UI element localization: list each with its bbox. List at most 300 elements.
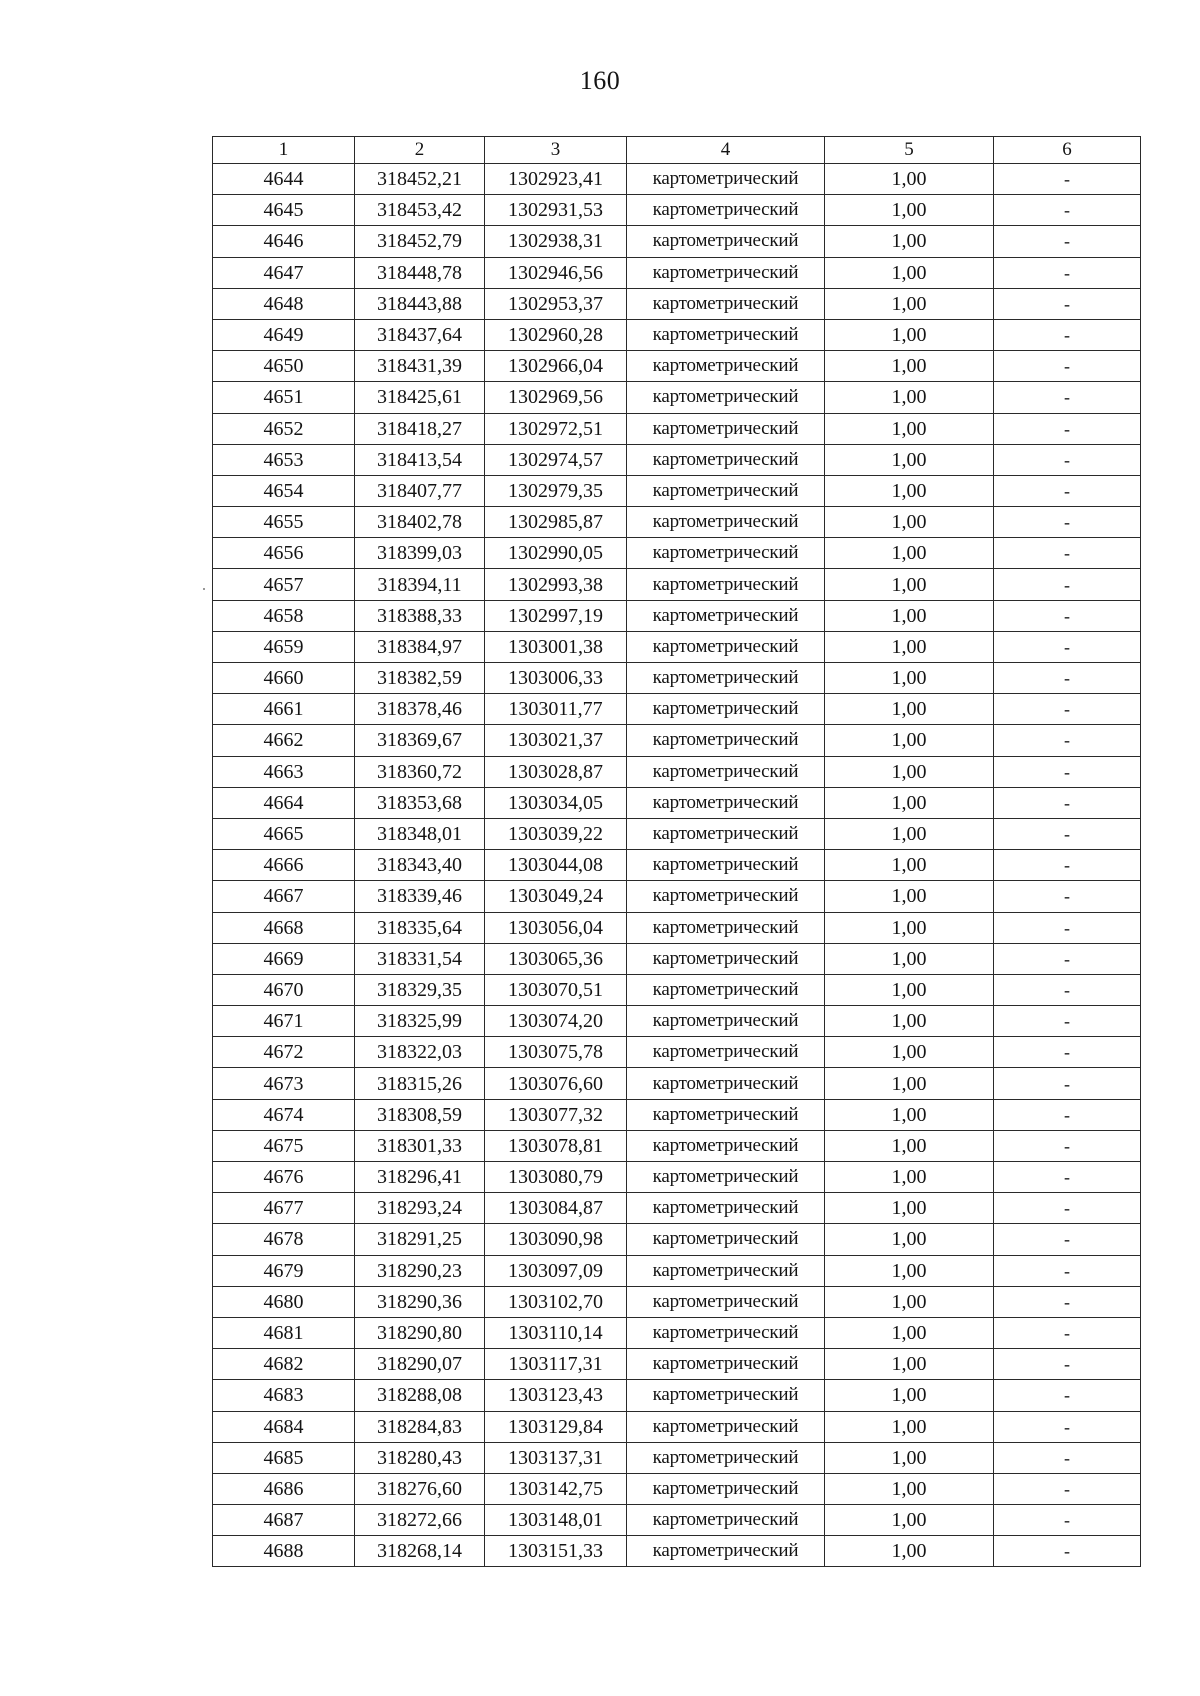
method-cell: картометрический <box>627 1411 825 1442</box>
note-cell: - <box>994 756 1141 787</box>
table-row <box>213 1193 1141 1224</box>
point-number-cell: 4687 <box>213 1505 355 1536</box>
note-cell: - <box>994 1380 1141 1411</box>
note-cell: - <box>994 319 1141 350</box>
table-row <box>213 1130 1141 1161</box>
accuracy-cell: 1,00 <box>825 569 994 600</box>
accuracy-cell: 1,00 <box>825 694 994 725</box>
point-number-cell: 4672 <box>213 1037 355 1068</box>
note-cell: - <box>994 195 1141 226</box>
header-col-1: 1 <box>213 137 355 164</box>
accuracy-cell: 1,00 <box>825 475 994 506</box>
note-cell: - <box>994 382 1141 413</box>
note-cell: - <box>994 1442 1141 1473</box>
coordinate-y-cell: 1303102,70 <box>485 1286 627 1317</box>
coordinate-x-cell: 318443,88 <box>355 288 485 319</box>
coordinate-x-cell: 318399,03 <box>355 538 485 569</box>
point-number-cell: 4647 <box>213 257 355 288</box>
point-number-cell: 4653 <box>213 444 355 475</box>
method-cell: картометрический <box>627 1162 825 1193</box>
method-cell: картометрический <box>627 1224 825 1255</box>
coordinate-y-cell: 1302993,38 <box>485 569 627 600</box>
scan-speck <box>203 588 205 590</box>
method-cell: картометрический <box>627 1099 825 1130</box>
point-number-cell: 4686 <box>213 1473 355 1504</box>
coordinate-y-cell: 1303001,38 <box>485 631 627 662</box>
coordinate-x-cell: 318329,35 <box>355 974 485 1005</box>
coordinate-x-cell: 318388,33 <box>355 600 485 631</box>
coordinate-y-cell: 1303044,08 <box>485 850 627 881</box>
header-col-5: 5 <box>825 137 994 164</box>
coordinate-y-cell: 1302960,28 <box>485 319 627 350</box>
table-row <box>213 1162 1141 1193</box>
coordinate-x-cell: 318425,61 <box>355 382 485 413</box>
coordinate-y-cell: 1302972,51 <box>485 413 627 444</box>
accuracy-cell: 1,00 <box>825 1411 994 1442</box>
point-number-cell: 4679 <box>213 1255 355 1286</box>
accuracy-cell: 1,00 <box>825 1317 994 1348</box>
accuracy-cell: 1,00 <box>825 1349 994 1380</box>
table-row <box>213 351 1141 382</box>
coordinate-x-cell: 318268,14 <box>355 1536 485 1567</box>
coordinate-y-cell: 1303090,98 <box>485 1224 627 1255</box>
point-number-cell: 4666 <box>213 850 355 881</box>
method-cell: картометрический <box>627 382 825 413</box>
coordinate-y-cell: 1303129,84 <box>485 1411 627 1442</box>
note-cell: - <box>994 226 1141 257</box>
note-cell: - <box>994 1505 1141 1536</box>
accuracy-cell: 1,00 <box>825 288 994 319</box>
table-row <box>213 600 1141 631</box>
method-cell: картометрический <box>627 351 825 382</box>
accuracy-cell: 1,00 <box>825 1006 994 1037</box>
table-row <box>213 1255 1141 1286</box>
accuracy-cell: 1,00 <box>825 1286 994 1317</box>
note-cell: - <box>994 1317 1141 1348</box>
coordinate-x-cell: 318301,33 <box>355 1130 485 1161</box>
method-cell: картометрический <box>627 226 825 257</box>
coordinate-x-cell: 318348,01 <box>355 818 485 849</box>
accuracy-cell: 1,00 <box>825 1473 994 1504</box>
table-row <box>213 818 1141 849</box>
note-cell: - <box>994 1130 1141 1161</box>
table-row <box>213 475 1141 506</box>
coordinate-y-cell: 1303056,04 <box>485 912 627 943</box>
note-cell: - <box>994 1193 1141 1224</box>
note-cell: - <box>994 1473 1141 1504</box>
accuracy-cell: 1,00 <box>825 413 994 444</box>
point-number-cell: 4649 <box>213 319 355 350</box>
coordinate-y-cell: 1302997,19 <box>485 600 627 631</box>
table-row <box>213 1349 1141 1380</box>
method-cell: картометрический <box>627 1473 825 1504</box>
coordinate-y-cell: 1303070,51 <box>485 974 627 1005</box>
method-cell: картометрический <box>627 756 825 787</box>
point-number-cell: 4656 <box>213 538 355 569</box>
point-number-cell: 4680 <box>213 1286 355 1317</box>
coordinate-x-cell: 318378,46 <box>355 694 485 725</box>
note-cell: - <box>994 507 1141 538</box>
method-cell: картометрический <box>627 538 825 569</box>
coordinate-x-cell: 318315,26 <box>355 1068 485 1099</box>
coordinate-x-cell: 318437,64 <box>355 319 485 350</box>
note-cell: - <box>994 1037 1141 1068</box>
coordinate-x-cell: 318290,80 <box>355 1317 485 1348</box>
table-row <box>213 1536 1141 1567</box>
coordinate-x-cell: 318291,25 <box>355 1224 485 1255</box>
point-number-cell: 4667 <box>213 881 355 912</box>
point-number-cell: 4658 <box>213 600 355 631</box>
coordinate-x-cell: 318407,77 <box>355 475 485 506</box>
method-cell: картометрический <box>627 1006 825 1037</box>
table-row <box>213 881 1141 912</box>
header-col-3: 3 <box>485 137 627 164</box>
coordinate-x-cell: 318293,24 <box>355 1193 485 1224</box>
coordinate-x-cell: 318335,64 <box>355 912 485 943</box>
accuracy-cell: 1,00 <box>825 1224 994 1255</box>
method-cell: картометрический <box>627 912 825 943</box>
accuracy-cell: 1,00 <box>825 974 994 1005</box>
table-row <box>213 1380 1141 1411</box>
note-cell: - <box>994 881 1141 912</box>
note-cell: - <box>994 725 1141 756</box>
method-cell: картометрический <box>627 413 825 444</box>
accuracy-cell: 1,00 <box>825 226 994 257</box>
note-cell: - <box>994 538 1141 569</box>
header-col-6: 6 <box>994 137 1141 164</box>
point-number-cell: 4681 <box>213 1317 355 1348</box>
note-cell: - <box>994 351 1141 382</box>
accuracy-cell: 1,00 <box>825 818 994 849</box>
note-cell: - <box>994 1349 1141 1380</box>
coordinate-y-cell: 1303123,43 <box>485 1380 627 1411</box>
coordinate-y-cell: 1302931,53 <box>485 195 627 226</box>
coordinates-table <box>212 136 1141 1567</box>
coordinate-x-cell: 318322,03 <box>355 1037 485 1068</box>
accuracy-cell: 1,00 <box>825 164 994 195</box>
point-number-cell: 4650 <box>213 351 355 382</box>
coordinate-y-cell: 1303077,32 <box>485 1099 627 1130</box>
table-row <box>213 507 1141 538</box>
point-number-cell: 4662 <box>213 725 355 756</box>
accuracy-cell: 1,00 <box>825 1380 994 1411</box>
table-row <box>213 569 1141 600</box>
method-cell: картометрический <box>627 1193 825 1224</box>
coordinate-y-cell: 1303011,77 <box>485 694 627 725</box>
table-row <box>213 756 1141 787</box>
point-number-cell: 4684 <box>213 1411 355 1442</box>
point-number-cell: 4657 <box>213 569 355 600</box>
point-number-cell: 4644 <box>213 164 355 195</box>
method-cell: картометрический <box>627 1442 825 1473</box>
accuracy-cell: 1,00 <box>825 507 994 538</box>
coordinate-x-cell: 318276,60 <box>355 1473 485 1504</box>
note-cell: - <box>994 1006 1141 1037</box>
note-cell: - <box>994 444 1141 475</box>
method-cell: картометрический <box>627 943 825 974</box>
accuracy-cell: 1,00 <box>825 850 994 881</box>
method-cell: картометрический <box>627 1286 825 1317</box>
coordinate-y-cell: 1303137,31 <box>485 1442 627 1473</box>
note-cell: - <box>994 1162 1141 1193</box>
table-row <box>213 382 1141 413</box>
coordinate-x-cell: 318369,67 <box>355 725 485 756</box>
method-cell: картометрический <box>627 1349 825 1380</box>
table-row <box>213 850 1141 881</box>
method-cell: картометрический <box>627 725 825 756</box>
method-cell: картометрический <box>627 818 825 849</box>
page-number: 160 <box>579 66 621 95</box>
table-row <box>213 694 1141 725</box>
table-row <box>213 787 1141 818</box>
coordinate-x-cell: 318288,08 <box>355 1380 485 1411</box>
point-number-cell: 4661 <box>213 694 355 725</box>
method-cell: картометрический <box>627 195 825 226</box>
method-cell: картометрический <box>627 787 825 818</box>
accuracy-cell: 1,00 <box>825 1536 994 1567</box>
accuracy-cell: 1,00 <box>825 382 994 413</box>
coordinate-y-cell: 1302985,87 <box>485 507 627 538</box>
note-cell: - <box>994 569 1141 600</box>
table-row <box>213 1006 1141 1037</box>
note-cell: - <box>994 943 1141 974</box>
note-cell: - <box>994 257 1141 288</box>
table-row <box>213 663 1141 694</box>
coordinate-x-cell: 318394,11 <box>355 569 485 600</box>
method-cell: картометрический <box>627 1130 825 1161</box>
point-number-cell: 4648 <box>213 288 355 319</box>
header-col-4: 4 <box>627 137 825 164</box>
coordinate-x-cell: 318290,23 <box>355 1255 485 1286</box>
coordinate-x-cell: 318431,39 <box>355 351 485 382</box>
table-row <box>213 1037 1141 1068</box>
accuracy-cell: 1,00 <box>825 943 994 974</box>
table-row <box>213 226 1141 257</box>
point-number-cell: 4668 <box>213 912 355 943</box>
coordinate-y-cell: 1302966,04 <box>485 351 627 382</box>
point-number-cell: 4675 <box>213 1130 355 1161</box>
point-number-cell: 4646 <box>213 226 355 257</box>
accuracy-cell: 1,00 <box>825 538 994 569</box>
table-body <box>213 164 1141 1567</box>
accuracy-cell: 1,00 <box>825 1255 994 1286</box>
coordinate-y-cell: 1303097,09 <box>485 1255 627 1286</box>
point-number-cell: 4677 <box>213 1193 355 1224</box>
point-number-cell: 4669 <box>213 943 355 974</box>
table-row <box>213 538 1141 569</box>
accuracy-cell: 1,00 <box>825 1130 994 1161</box>
coordinate-y-cell: 1303117,31 <box>485 1349 627 1380</box>
coordinate-x-cell: 318284,83 <box>355 1411 485 1442</box>
coordinate-y-cell: 1303074,20 <box>485 1006 627 1037</box>
table-row <box>213 413 1141 444</box>
coordinate-x-cell: 318360,72 <box>355 756 485 787</box>
coordinate-y-cell: 1303076,60 <box>485 1068 627 1099</box>
point-number-cell: 4660 <box>213 663 355 694</box>
note-cell: - <box>994 663 1141 694</box>
coordinate-y-cell: 1303065,36 <box>485 943 627 974</box>
point-number-cell: 4671 <box>213 1006 355 1037</box>
table-row <box>213 1099 1141 1130</box>
point-number-cell: 4654 <box>213 475 355 506</box>
note-cell: - <box>994 818 1141 849</box>
accuracy-cell: 1,00 <box>825 881 994 912</box>
note-cell: - <box>994 974 1141 1005</box>
coordinate-y-cell: 1303039,22 <box>485 818 627 849</box>
method-cell: картометрический <box>627 600 825 631</box>
coordinate-x-cell: 318353,68 <box>355 787 485 818</box>
method-cell: картометрический <box>627 1317 825 1348</box>
point-number-cell: 4659 <box>213 631 355 662</box>
coordinate-y-cell: 1303142,75 <box>485 1473 627 1504</box>
note-cell: - <box>994 631 1141 662</box>
coordinate-y-cell: 1303151,33 <box>485 1536 627 1567</box>
coordinate-y-cell: 1303028,87 <box>485 756 627 787</box>
coordinate-y-cell: 1303080,79 <box>485 1162 627 1193</box>
method-cell: картометрический <box>627 257 825 288</box>
accuracy-cell: 1,00 <box>825 351 994 382</box>
note-cell: - <box>994 1099 1141 1130</box>
coordinate-x-cell: 318296,41 <box>355 1162 485 1193</box>
accuracy-cell: 1,00 <box>825 631 994 662</box>
accuracy-cell: 1,00 <box>825 1037 994 1068</box>
coordinate-y-cell: 1302974,57 <box>485 444 627 475</box>
coordinate-y-cell: 1302953,37 <box>485 288 627 319</box>
accuracy-cell: 1,00 <box>825 1193 994 1224</box>
coordinate-x-cell: 318448,78 <box>355 257 485 288</box>
table-row <box>213 1286 1141 1317</box>
coordinate-y-cell: 1302969,56 <box>485 382 627 413</box>
point-number-cell: 4651 <box>213 382 355 413</box>
accuracy-cell: 1,00 <box>825 257 994 288</box>
point-number-cell: 4673 <box>213 1068 355 1099</box>
note-cell: - <box>994 787 1141 818</box>
note-cell: - <box>994 1224 1141 1255</box>
note-cell: - <box>994 475 1141 506</box>
coordinate-y-cell: 1303075,78 <box>485 1037 627 1068</box>
note-cell: - <box>994 600 1141 631</box>
point-number-cell: 4664 <box>213 787 355 818</box>
coordinate-x-cell: 318325,99 <box>355 1006 485 1037</box>
method-cell: картометрический <box>627 1068 825 1099</box>
method-cell: картометрический <box>627 1255 825 1286</box>
coordinate-y-cell: 1303049,24 <box>485 881 627 912</box>
note-cell: - <box>994 1286 1141 1317</box>
note-cell: - <box>994 1068 1141 1099</box>
coordinate-x-cell: 318290,07 <box>355 1349 485 1380</box>
method-cell: картометрический <box>627 663 825 694</box>
coordinate-y-cell: 1303006,33 <box>485 663 627 694</box>
accuracy-cell: 1,00 <box>825 1068 994 1099</box>
method-cell: картометрический <box>627 850 825 881</box>
point-number-cell: 4685 <box>213 1442 355 1473</box>
method-cell: картометрический <box>627 1037 825 1068</box>
point-number-cell: 4665 <box>213 818 355 849</box>
accuracy-cell: 1,00 <box>825 1442 994 1473</box>
point-number-cell: 4670 <box>213 974 355 1005</box>
table-row <box>213 444 1141 475</box>
coordinate-y-cell: 1302946,56 <box>485 257 627 288</box>
method-cell: картометрический <box>627 1380 825 1411</box>
note-cell: - <box>994 850 1141 881</box>
table-row <box>213 288 1141 319</box>
coordinate-y-cell: 1303110,14 <box>485 1317 627 1348</box>
table-row <box>213 1442 1141 1473</box>
coordinate-x-cell: 318308,59 <box>355 1099 485 1130</box>
table-row <box>213 631 1141 662</box>
method-cell: картометрический <box>627 319 825 350</box>
coordinate-x-cell: 318339,46 <box>355 881 485 912</box>
note-cell: - <box>994 164 1141 195</box>
note-cell: - <box>994 288 1141 319</box>
header-row <box>213 137 1141 164</box>
method-cell: картометрический <box>627 631 825 662</box>
table-row <box>213 164 1141 195</box>
accuracy-cell: 1,00 <box>825 1099 994 1130</box>
method-cell: картометрический <box>627 881 825 912</box>
coordinate-x-cell: 318413,54 <box>355 444 485 475</box>
note-cell: - <box>994 912 1141 943</box>
method-cell: картометрический <box>627 444 825 475</box>
point-number-cell: 4663 <box>213 756 355 787</box>
coordinate-y-cell: 1303148,01 <box>485 1505 627 1536</box>
method-cell: картометрический <box>627 164 825 195</box>
coordinate-y-cell: 1303078,81 <box>485 1130 627 1161</box>
table-row <box>213 1411 1141 1442</box>
coordinate-y-cell: 1303084,87 <box>485 1193 627 1224</box>
table-row <box>213 1068 1141 1099</box>
accuracy-cell: 1,00 <box>825 600 994 631</box>
point-number-cell: 4674 <box>213 1099 355 1130</box>
coordinate-x-cell: 318280,43 <box>355 1442 485 1473</box>
table-row <box>213 1224 1141 1255</box>
method-cell: картометрический <box>627 1536 825 1567</box>
note-cell: - <box>994 1411 1141 1442</box>
note-cell: - <box>994 1536 1141 1567</box>
point-number-cell: 4688 <box>213 1536 355 1567</box>
coordinate-x-cell: 318402,78 <box>355 507 485 538</box>
coordinate-x-cell: 318452,79 <box>355 226 485 257</box>
accuracy-cell: 1,00 <box>825 1162 994 1193</box>
point-number-cell: 4652 <box>213 413 355 444</box>
accuracy-cell: 1,00 <box>825 663 994 694</box>
point-number-cell: 4655 <box>213 507 355 538</box>
point-number-cell: 4683 <box>213 1380 355 1411</box>
table-row <box>213 1317 1141 1348</box>
accuracy-cell: 1,00 <box>825 725 994 756</box>
note-cell: - <box>994 694 1141 725</box>
note-cell: - <box>994 413 1141 444</box>
method-cell: картометрический <box>627 507 825 538</box>
accuracy-cell: 1,00 <box>825 444 994 475</box>
coordinate-x-cell: 318452,21 <box>355 164 485 195</box>
coordinate-y-cell: 1302990,05 <box>485 538 627 569</box>
table-row <box>213 943 1141 974</box>
coordinate-x-cell: 318384,97 <box>355 631 485 662</box>
coordinate-x-cell: 318453,42 <box>355 195 485 226</box>
method-cell: картометрический <box>627 288 825 319</box>
table-row <box>213 1473 1141 1504</box>
coordinate-x-cell: 318343,40 <box>355 850 485 881</box>
coordinate-x-cell: 318382,59 <box>355 663 485 694</box>
accuracy-cell: 1,00 <box>825 1505 994 1536</box>
accuracy-cell: 1,00 <box>825 195 994 226</box>
table-row <box>213 1505 1141 1536</box>
point-number-cell: 4682 <box>213 1349 355 1380</box>
method-cell: картометрический <box>627 475 825 506</box>
table-row <box>213 195 1141 226</box>
header-col-2: 2 <box>355 137 485 164</box>
